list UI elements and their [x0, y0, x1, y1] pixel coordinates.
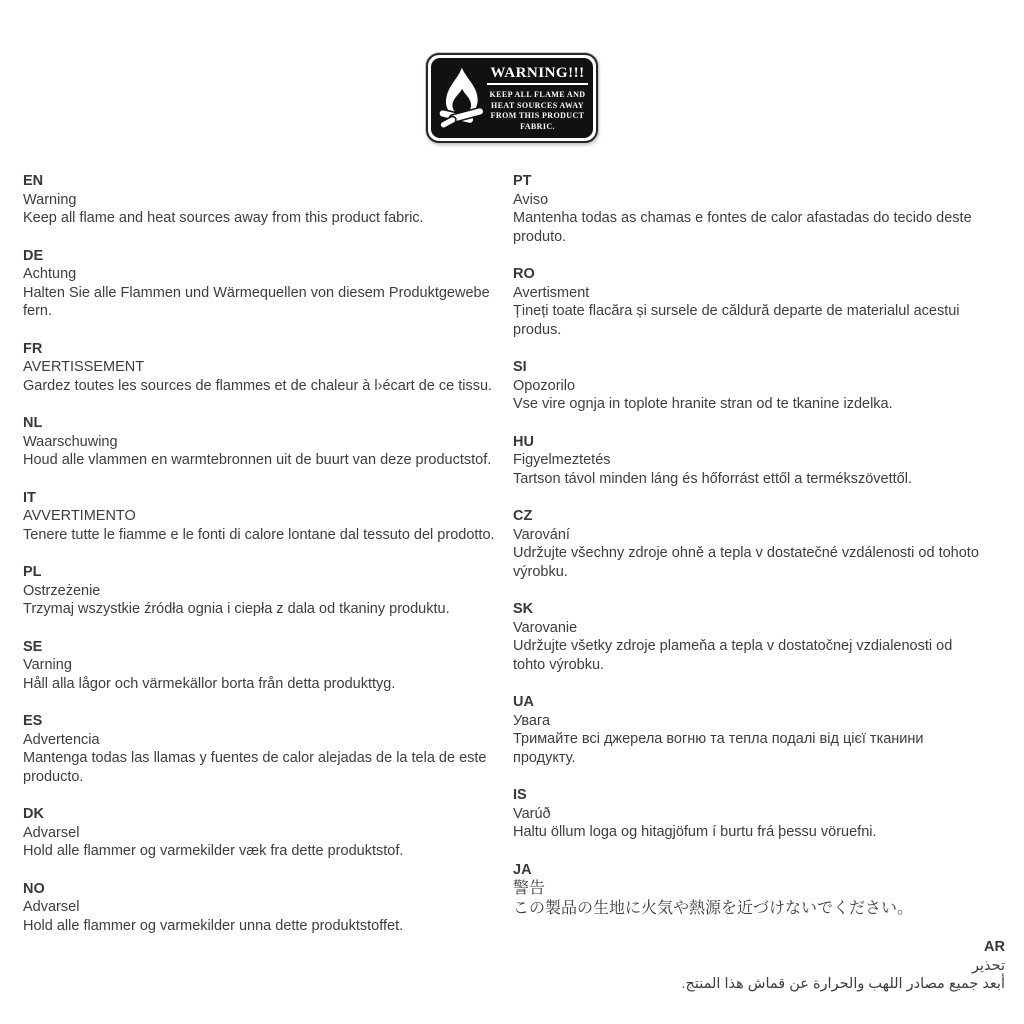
column-left [23, 172, 513, 1013]
lang-section-ro [513, 265, 1005, 339]
language-code: ES [23, 713, 43, 729]
warning-badge-line: KEEP ALL FLAME AND [489, 90, 586, 99]
language-code: UA [513, 694, 534, 710]
warning-word: Achtung [23, 266, 77, 282]
warning-word: Ostrzeżenie [23, 582, 101, 599]
warning-word: Varning [23, 657, 72, 673]
warning-word: AVVERTIMENTO [23, 508, 136, 524]
lang-section-sk [513, 600, 1005, 674]
warning-text: Mantenga todas las llamas y fuentes de calor alejadas de la tela de este producto. [23, 750, 487, 785]
warning-word: Warning [23, 191, 77, 208]
warning-text: Tartson távol minden láng és hőforrást ettől a termékszövettől. [513, 470, 912, 487]
lang-section-en [23, 172, 513, 228]
warning-badge-line: HEAT SOURCES AWAY [491, 100, 584, 110]
lang-section-fr [23, 340, 513, 396]
lang-section-it [23, 489, 513, 545]
language-code: SI [513, 359, 527, 375]
warning-badge-line: FROM THIS PRODUCT [490, 111, 585, 120]
lang-section-ja [513, 861, 1005, 920]
warning-word: Waarschuwing [23, 433, 118, 450]
column-right [513, 172, 1005, 1013]
warning-word: 警告 [513, 880, 546, 897]
warning-text: Țineți toate flacăra și sursele de căldură departe de materialul acestui produs. [513, 303, 960, 338]
lang-section-pt [513, 172, 1005, 246]
warning-text: Hold alle flammer og varmekilder væk fra dette produktstof. [23, 843, 404, 859]
warning-text: Udržujte všetky zdroje plameňa a tepla v dostatočnej vzdialenosti od tohto výrobku. [513, 638, 953, 673]
lang-section-de [23, 247, 513, 321]
warning-badge-text [487, 64, 588, 132]
language-code: IT [23, 489, 36, 506]
warning-word: Avertisment [513, 284, 590, 301]
lang-section-hu [513, 433, 1005, 489]
lang-section-dk [23, 805, 513, 861]
lang-section-ua [513, 693, 1005, 767]
language-code: DE [23, 247, 44, 264]
warning-text: Haltu öllum loga og hitagjöfum í burtu frá þessu vöruefni. [513, 824, 877, 840]
warning-text: Vse vire ognja in toplote hranite stran od te tkanine izdelka. [513, 396, 893, 412]
language-code: PL [23, 564, 42, 580]
warning-text: Udržujte všechny zdroje ohně a tepla v dostatečné vzdálenosti od tohoto výrobku. [513, 545, 979, 580]
lang-section-es [23, 712, 513, 786]
language-columns [0, 172, 1024, 1013]
language-code: RO [513, 266, 535, 282]
warning-word: Увага [513, 712, 551, 729]
lang-section-ar [513, 938, 1005, 994]
lang-section-si [513, 358, 1005, 414]
warning-text: Tenere tutte le fiamme e le fonti di calore lontane dal tessuto del prodotto. [23, 526, 495, 543]
warning-text: Houd alle vlammen en warmtebronnen uit de buurt van deze productstof. [23, 452, 492, 468]
warning-text: أبعد جميع مصادر اللهب والحرارة عن قماش هذا المنتج. [681, 976, 1005, 992]
warning-text: この製品の生地に火気や熱源を近づけないでください。 [513, 900, 914, 917]
warning-word: Advarsel [23, 899, 80, 915]
warning-text: Hold alle flammer og varmekilder unna dette produktstoffet. [23, 917, 404, 934]
lang-section-is [513, 786, 1005, 842]
language-code: SK [513, 601, 534, 617]
campfire-icon [435, 67, 487, 129]
warning-word: Figyelmeztetés [513, 452, 611, 468]
language-code: NO [23, 880, 45, 897]
warning-word: Varúð [513, 805, 551, 822]
lang-section-no [23, 880, 513, 936]
warning-text: Håll alla lågor och värmekällor borta från detta produkttyg. [23, 675, 396, 692]
warning-word: Advarsel [23, 824, 80, 841]
language-code: PT [513, 173, 532, 189]
warning-word: Advertencia [23, 731, 100, 748]
warning-text: Тримайте всі джерела вогню та тепла подалі від цієї тканини продукту. [513, 731, 924, 766]
warning-word: Varovanie [513, 619, 578, 636]
language-code: HU [513, 433, 534, 450]
lang-section-cz [513, 507, 1005, 581]
language-code: CZ [513, 508, 533, 524]
warning-word: Varování [513, 526, 570, 543]
language-code: FR [23, 340, 43, 357]
lang-section-se [23, 638, 513, 694]
language-code: IS [513, 787, 527, 803]
warning-text: Halten Sie alle Flammen und Wärmequellen von diesem Produktgewebe fern. [23, 284, 490, 319]
warning-text: Keep all flame and heat sources away from this product fabric. [23, 210, 424, 226]
warning-word: AVERTISSEMENT [23, 359, 145, 375]
language-code: DK [23, 806, 44, 822]
language-code: NL [23, 415, 43, 431]
warning-text: Mantenha todas as chamas e fontes de calor afastadas do tecido deste produto. [513, 210, 972, 245]
warning-badge [426, 53, 598, 143]
warning-badge-inner [431, 58, 593, 138]
lang-section-pl [23, 563, 513, 619]
language-code: JA [513, 861, 532, 878]
warning-word: تحذير [971, 957, 1005, 974]
warning-text: Trzymaj wszystkie źródła ognia i ciepła z dala od tkaniny produktu. [23, 601, 450, 617]
warning-word: Aviso [513, 191, 549, 208]
lang-section-nl [23, 414, 513, 470]
language-code: EN [23, 173, 44, 189]
warning-text: Gardez toutes les sources de flammes et de chaleur à l›écart de ce tissu. [23, 377, 493, 394]
language-code: AR [984, 939, 1005, 955]
warning-word: Opozorilo [513, 377, 576, 394]
language-code: SE [23, 638, 43, 655]
warning-badge-line: FABRIC. [520, 121, 555, 131]
warning-badge-title: WARNING!!! [487, 65, 587, 85]
